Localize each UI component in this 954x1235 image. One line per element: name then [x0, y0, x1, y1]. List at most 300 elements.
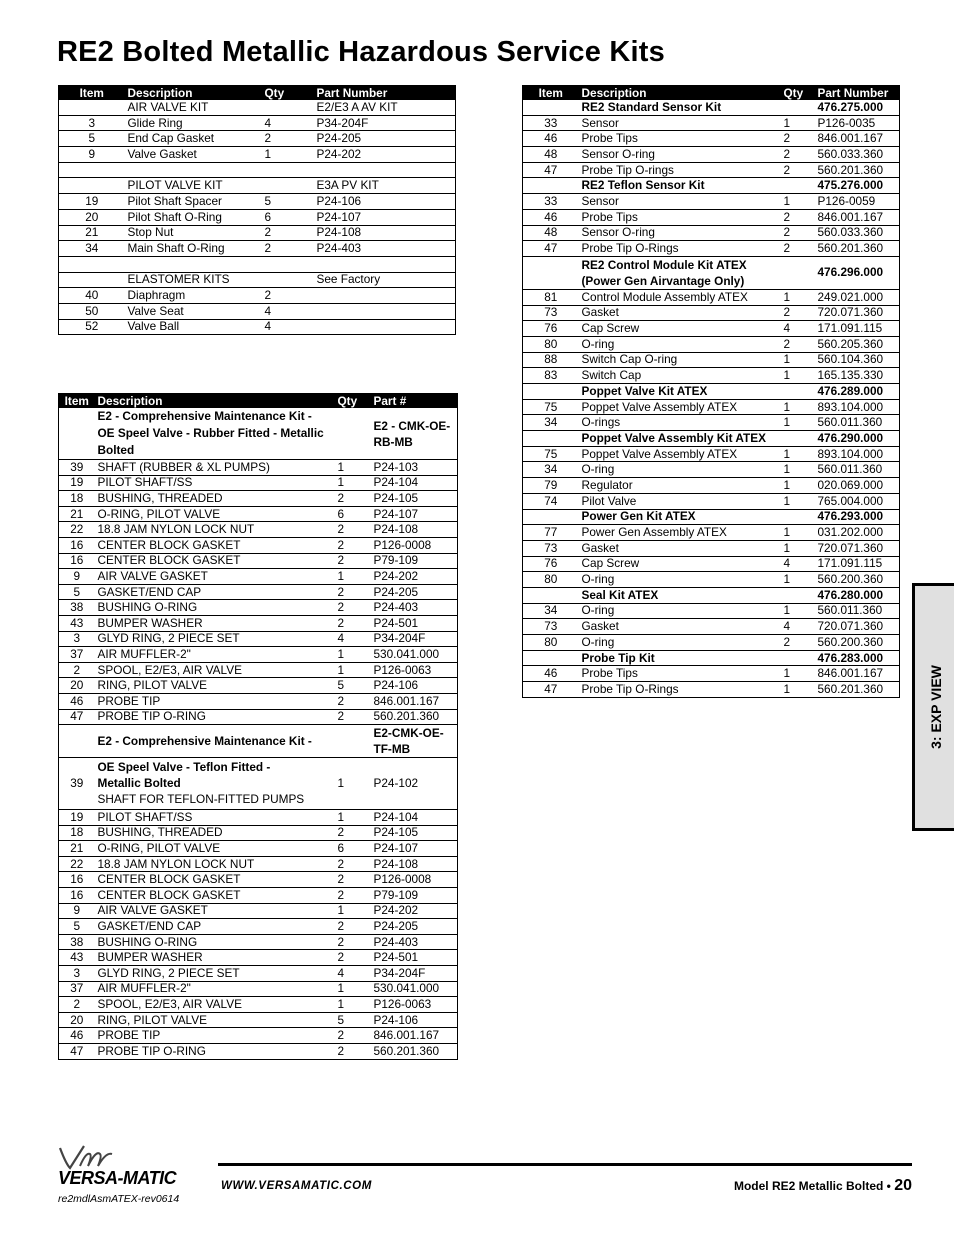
kit-title-text: Poppet Valve Kit ATEX — [581, 383, 708, 398]
item-number: 5 — [59, 584, 95, 600]
item-number: 9 — [59, 569, 95, 585]
quantity: 2 — [781, 225, 815, 241]
item-number: 80 — [523, 336, 579, 352]
section-tab-label: 3: EXP VIEW — [927, 665, 944, 749]
item-number: 46 — [523, 209, 579, 225]
description: O-RING, PILOT VALVE — [95, 506, 335, 522]
part-number: 020.069.000 — [815, 478, 900, 494]
item-number: 75 — [523, 446, 579, 462]
description: Valve Seat — [125, 303, 262, 319]
air-valve-kits-table — [58, 85, 456, 335]
table-row — [523, 682, 900, 698]
quantity: 2 — [262, 131, 314, 147]
item-number: 38 — [59, 600, 95, 616]
table-row — [59, 147, 456, 163]
part-number: P79-109 — [371, 553, 458, 569]
quantity: 2 — [262, 241, 314, 257]
part-number: 171.091.115 — [815, 321, 900, 337]
kit-part-number: 476.289.000 — [815, 384, 900, 400]
description: BUSHING, THREADED — [95, 491, 335, 507]
description: Regulator — [579, 478, 781, 494]
item-number: 21 — [59, 225, 125, 241]
item-number: 47 — [523, 682, 579, 698]
description: Poppet Valve Assembly ATEX — [579, 446, 781, 462]
kit-title-text: Poppet Valve Assembly Kit ATEX — [581, 430, 766, 445]
header-qty: Qty — [335, 394, 371, 409]
part-number: P24-107 — [371, 841, 458, 857]
part-number — [314, 303, 456, 319]
kit-title — [579, 650, 815, 666]
description: BUSHING O-RING — [95, 934, 335, 950]
table-row — [523, 603, 900, 619]
description: Switch Cap — [579, 368, 781, 384]
part-number — [314, 288, 456, 304]
item-number: 21 — [59, 841, 95, 857]
quantity: 2 — [335, 825, 371, 841]
description: Probe Tip O-Rings — [579, 241, 781, 257]
quantity: 1 — [335, 475, 371, 491]
description: SPOOL, E2/E3, AIR VALVE — [95, 997, 335, 1013]
table-row — [59, 678, 458, 694]
description: GASKET/END CAP — [95, 919, 335, 935]
part-number: P126-0008 — [371, 872, 458, 888]
table-row — [523, 666, 900, 682]
part-number: 560.011.360 — [815, 603, 900, 619]
table-row — [59, 162, 456, 178]
page-title: RE2 Bolted Metallic Hazardous Service Kits — [57, 36, 665, 68]
quantity: 1 — [262, 147, 314, 163]
description: O-ring — [579, 462, 781, 478]
description: RING, PILOT VALVE — [95, 678, 335, 694]
item-number: 3 — [59, 966, 95, 982]
quantity: 1 — [781, 666, 815, 682]
description: PILOT SHAFT/SS — [95, 475, 335, 491]
description: Sensor — [579, 115, 781, 131]
table-row — [59, 303, 456, 319]
comprehensive-maintenance-kits-table — [58, 393, 458, 1060]
table-row — [523, 147, 900, 163]
table-row — [59, 272, 456, 288]
page-number: 20 — [894, 1177, 912, 1194]
part-number: P24-501 — [371, 615, 458, 631]
part-number: 560.011.360 — [815, 415, 900, 431]
description: Sensor — [579, 194, 781, 210]
table-row — [523, 635, 900, 651]
item-number: 37 — [59, 981, 95, 997]
section-tab[interactable] — [912, 583, 954, 831]
part-number: 560.033.360 — [815, 147, 900, 163]
quantity: 4 — [262, 115, 314, 131]
item-number: 34 — [523, 462, 579, 478]
part-number: P24-106 — [371, 1012, 458, 1028]
part-number: P24-403 — [371, 934, 458, 950]
quantity: 1 — [781, 115, 815, 131]
quantity: 1 — [335, 903, 371, 919]
description: PILOT SHAFT/SS — [95, 810, 335, 826]
table-row — [59, 1012, 458, 1028]
table-row — [59, 872, 458, 888]
description: GLYD RING, 2 PIECE SET — [95, 631, 335, 647]
description: 18.8 JAM NYLON LOCK NUT — [95, 856, 335, 872]
description: AIR VALVE GASKET — [95, 903, 335, 919]
table-row — [59, 475, 458, 491]
kit-title: E2 - Comprehensive Maintenance Kit - OE Speel Valve - Rubber Fitted - Metallic Bolted — [95, 408, 335, 460]
part-number: P126-0063 — [371, 997, 458, 1013]
kit-title — [579, 431, 815, 447]
table-row — [59, 537, 458, 553]
quantity: 4 — [262, 319, 314, 335]
quantity: 1 — [781, 194, 815, 210]
kit-part-number: 476.293.000 — [815, 509, 900, 525]
table-row — [59, 615, 458, 631]
quantity: 2 — [335, 709, 371, 725]
table-row — [523, 115, 900, 131]
part-number: P34-204F — [314, 115, 456, 131]
item-number: 75 — [523, 399, 579, 415]
kit-title — [579, 509, 815, 525]
table-row — [59, 997, 458, 1013]
item-number: 80 — [523, 572, 579, 588]
table-row — [523, 336, 900, 352]
description: SHAFT (RUBBER & XL PUMPS) — [95, 460, 335, 476]
item-number: 16 — [59, 872, 95, 888]
item-number: 16 — [59, 888, 95, 904]
description: O-rings — [579, 415, 781, 431]
item-number — [59, 178, 125, 194]
quantity: 2 — [335, 537, 371, 553]
description: Pilot Shaft O-Ring — [125, 209, 262, 225]
part-number: 530.041.000 — [371, 981, 458, 997]
kit-title-row — [523, 650, 900, 666]
header-item: Item — [523, 86, 579, 101]
description: Pilot Valve — [579, 493, 781, 509]
quantity: 2 — [262, 225, 314, 241]
quantity: 1 — [335, 997, 371, 1013]
item-number: 19 — [59, 194, 125, 210]
item-number — [59, 162, 125, 178]
model-label: Model RE2 Metallic Bolted • — [733, 1179, 891, 1193]
quantity: 1 — [335, 647, 371, 663]
part-number: P24-106 — [371, 678, 458, 694]
table-row — [523, 241, 900, 257]
item-number: 20 — [59, 1012, 95, 1028]
part-number: E3A PV KIT — [314, 178, 456, 194]
table-row — [523, 478, 900, 494]
part-number: 560.201.360 — [815, 241, 900, 257]
description: Stop Nut — [125, 225, 262, 241]
part-number: P24-202 — [314, 147, 456, 163]
table-row — [59, 584, 458, 600]
quantity: 2 — [781, 336, 815, 352]
item-number: 39 — [59, 758, 95, 810]
quantity: 1 — [781, 478, 815, 494]
part-number: P24-105 — [371, 825, 458, 841]
part-number — [314, 319, 456, 335]
item-number: 2 — [59, 662, 95, 678]
table-row — [523, 162, 900, 178]
item-number: 47 — [59, 1044, 95, 1060]
table-row — [59, 841, 458, 857]
description: Probe Tip O-rings — [579, 162, 781, 178]
description: O-ring — [579, 572, 781, 588]
table-row — [59, 209, 456, 225]
part-number: P34-204F — [371, 631, 458, 647]
quantity: 2 — [335, 491, 371, 507]
description: O-RING, PILOT VALVE — [95, 841, 335, 857]
kit-title: E2 - Comprehensive Maintenance Kit - — [95, 725, 335, 758]
part-number: 560.201.360 — [815, 682, 900, 698]
item-number: 73 — [523, 305, 579, 321]
quantity: 4 — [335, 631, 371, 647]
item-number: 22 — [59, 856, 95, 872]
description: BUMPER WASHER — [95, 615, 335, 631]
part-number: P24-104 — [371, 810, 458, 826]
quantity: 1 — [781, 493, 815, 509]
quantity: 1 — [335, 662, 371, 678]
item-number: 5 — [59, 919, 95, 935]
item-number: 81 — [523, 289, 579, 305]
kit-title-text: Probe Tip Kit — [581, 650, 655, 665]
part-number: 031.202.000 — [815, 525, 900, 541]
description: SPOOL, E2/E3, AIR VALVE — [95, 662, 335, 678]
item-number: 76 — [523, 321, 579, 337]
header-item: Item — [59, 86, 125, 101]
sensor-and-atex-kits-table — [522, 85, 900, 698]
description: AIR MUFFLER-2" — [95, 981, 335, 997]
table-row — [59, 919, 458, 935]
description: PILOT VALVE KIT — [125, 178, 262, 194]
quantity: 2 — [781, 162, 815, 178]
table-row — [59, 981, 458, 997]
part-number: P24-403 — [371, 600, 458, 616]
part-number: P24-108 — [371, 856, 458, 872]
item-number: 73 — [523, 540, 579, 556]
part-number: 893.104.000 — [815, 399, 900, 415]
kit-title-row — [523, 178, 900, 194]
table-row — [59, 178, 456, 194]
part-number: 893.104.000 — [815, 446, 900, 462]
kit-title — [579, 587, 815, 603]
quantity: 2 — [335, 934, 371, 950]
part-number: P24-103 — [371, 460, 458, 476]
quantity — [262, 162, 314, 178]
table-row — [59, 966, 458, 982]
part-number: P24-108 — [371, 522, 458, 538]
kit-title — [579, 178, 815, 194]
item-number — [59, 100, 125, 115]
item-number: 46 — [523, 131, 579, 147]
quantity: 6 — [335, 506, 371, 522]
quantity: 1 — [781, 368, 815, 384]
quantity: 2 — [335, 919, 371, 935]
description — [95, 758, 335, 810]
item-number: 9 — [59, 147, 125, 163]
model-and-page — [734, 1177, 912, 1195]
description: GASKET/END CAP — [95, 584, 335, 600]
table-row — [59, 491, 458, 507]
description: Probe Tips — [579, 209, 781, 225]
table-row — [523, 225, 900, 241]
kit-title-text: Seal Kit ATEX — [581, 587, 659, 602]
table-row — [59, 758, 458, 810]
description: O-ring — [579, 603, 781, 619]
table-row — [59, 662, 458, 678]
quantity: 1 — [781, 540, 815, 556]
item-number: 34 — [523, 603, 579, 619]
part-number: P24-105 — [371, 491, 458, 507]
quantity: 5 — [262, 194, 314, 210]
table-header-row — [59, 86, 456, 101]
item-number: 83 — [523, 368, 579, 384]
part-number: 846.001.167 — [371, 693, 458, 709]
quantity: 2 — [335, 693, 371, 709]
table-header-row — [523, 86, 900, 101]
description: BUSHING, THREADED — [95, 825, 335, 841]
table-row — [59, 888, 458, 904]
description: CENTER BLOCK GASKET — [95, 537, 335, 553]
table-row — [523, 540, 900, 556]
table-row — [59, 522, 458, 538]
quantity — [262, 272, 314, 288]
item-number: 48 — [523, 147, 579, 163]
description: Probe Tip O-Rings — [579, 682, 781, 698]
kit-part-number: 476.280.000 — [815, 587, 900, 603]
table-row — [59, 225, 456, 241]
table-row — [59, 856, 458, 872]
part-number: 560.011.360 — [815, 462, 900, 478]
kit-title-text: RE2 Standard Sensor Kit — [581, 99, 722, 114]
footer-rule — [218, 1163, 912, 1166]
part-number: 560.201.360 — [371, 709, 458, 725]
table-row — [59, 709, 458, 725]
table-row — [59, 319, 456, 335]
kit-title-row — [523, 587, 900, 603]
header-description: Description — [579, 86, 781, 101]
part-number: P24-104 — [371, 475, 458, 491]
quantity: 1 — [335, 981, 371, 997]
quantity: 2 — [335, 872, 371, 888]
description: CENTER BLOCK GASKET — [95, 888, 335, 904]
quantity: 4 — [781, 321, 815, 337]
part-number: P24-501 — [371, 950, 458, 966]
quantity: 1 — [781, 462, 815, 478]
table-row — [59, 693, 458, 709]
description: Diaphragm — [125, 288, 262, 304]
table-row — [523, 572, 900, 588]
quantity: 2 — [335, 856, 371, 872]
table-row — [59, 256, 456, 272]
description: PROBE TIP O-RING — [95, 1044, 335, 1060]
part-number: 720.071.360 — [815, 540, 900, 556]
kit-part-number: 476.283.000 — [815, 650, 900, 666]
item-number: 47 — [523, 241, 579, 257]
quantity: 2 — [335, 600, 371, 616]
quantity: 2 — [781, 305, 815, 321]
item-number: 21 — [59, 506, 95, 522]
item-number: 3 — [59, 115, 125, 131]
part-number: 249.021.000 — [815, 289, 900, 305]
table-row — [523, 446, 900, 462]
item-number: 79 — [523, 478, 579, 494]
kit-title-text: Power Gen Kit ATEX — [581, 509, 696, 524]
description: Cap Screw — [579, 556, 781, 572]
header-qty: Qty — [262, 86, 314, 101]
item-number: 73 — [523, 619, 579, 635]
table-row — [523, 368, 900, 384]
part-number: P24-202 — [371, 903, 458, 919]
quantity: 4 — [781, 619, 815, 635]
item-number: 47 — [523, 162, 579, 178]
description: BUSHING O-RING — [95, 600, 335, 616]
table-row — [59, 600, 458, 616]
item-number: 5 — [59, 131, 125, 147]
part-number: 560.205.360 — [815, 336, 900, 352]
table-row — [59, 131, 456, 147]
part-number: P126-0059 — [815, 194, 900, 210]
kit-title — [579, 100, 815, 115]
part-number: 560.201.360 — [371, 1044, 458, 1060]
header-part-number: Part # — [371, 394, 458, 409]
description: Sensor O-ring — [579, 225, 781, 241]
quantity: 1 — [335, 758, 371, 810]
description: Control Module Assembly ATEX — [579, 289, 781, 305]
quantity: 2 — [781, 131, 815, 147]
part-number: P24-107 — [371, 506, 458, 522]
table-row — [59, 647, 458, 663]
item-number: 2 — [59, 997, 95, 1013]
quantity: 4 — [781, 556, 815, 572]
item-number: 48 — [523, 225, 579, 241]
item-number: 34 — [523, 415, 579, 431]
part-number: 560.200.360 — [815, 572, 900, 588]
description: PROBE TIP — [95, 693, 335, 709]
description: Sensor O-ring — [579, 147, 781, 163]
kit-part-number: 475.276.000 — [815, 178, 900, 194]
item-number: 34 — [59, 241, 125, 257]
table-row — [59, 825, 458, 841]
description: GLYD RING, 2 PIECE SET — [95, 966, 335, 982]
part-number: P24-205 — [314, 131, 456, 147]
quantity: 1 — [781, 525, 815, 541]
item-number: 52 — [59, 319, 125, 335]
item-number — [59, 256, 125, 272]
part-number: 765.004.000 — [815, 493, 900, 509]
part-number: P24-107 — [314, 209, 456, 225]
table-header-row — [59, 394, 458, 409]
website-link[interactable]: WWW.VERSAMATIC.COM — [221, 1180, 372, 1192]
kit-part-number: 476.275.000 — [815, 100, 900, 115]
revision-code: re2mdlAsmATEX-rev0614 — [58, 1193, 180, 1205]
quantity: 2 — [335, 522, 371, 538]
quantity: 1 — [781, 682, 815, 698]
item-number: 16 — [59, 537, 95, 553]
part-number: 171.091.115 — [815, 556, 900, 572]
table-row — [59, 934, 458, 950]
table-row — [523, 619, 900, 635]
item-number: 43 — [59, 615, 95, 631]
part-number: 560.201.360 — [815, 162, 900, 178]
table-row — [523, 194, 900, 210]
description: Probe Tips — [579, 666, 781, 682]
quantity: 5 — [335, 1012, 371, 1028]
quantity: 1 — [335, 810, 371, 826]
quantity: 2 — [335, 950, 371, 966]
kit-subtitle: (Power Gen Airvantage Only) — [581, 273, 745, 288]
quantity: 4 — [262, 303, 314, 319]
item-number: 18 — [59, 825, 95, 841]
kit-part-number: 476.296.000 — [815, 256, 900, 289]
table-row — [523, 131, 900, 147]
